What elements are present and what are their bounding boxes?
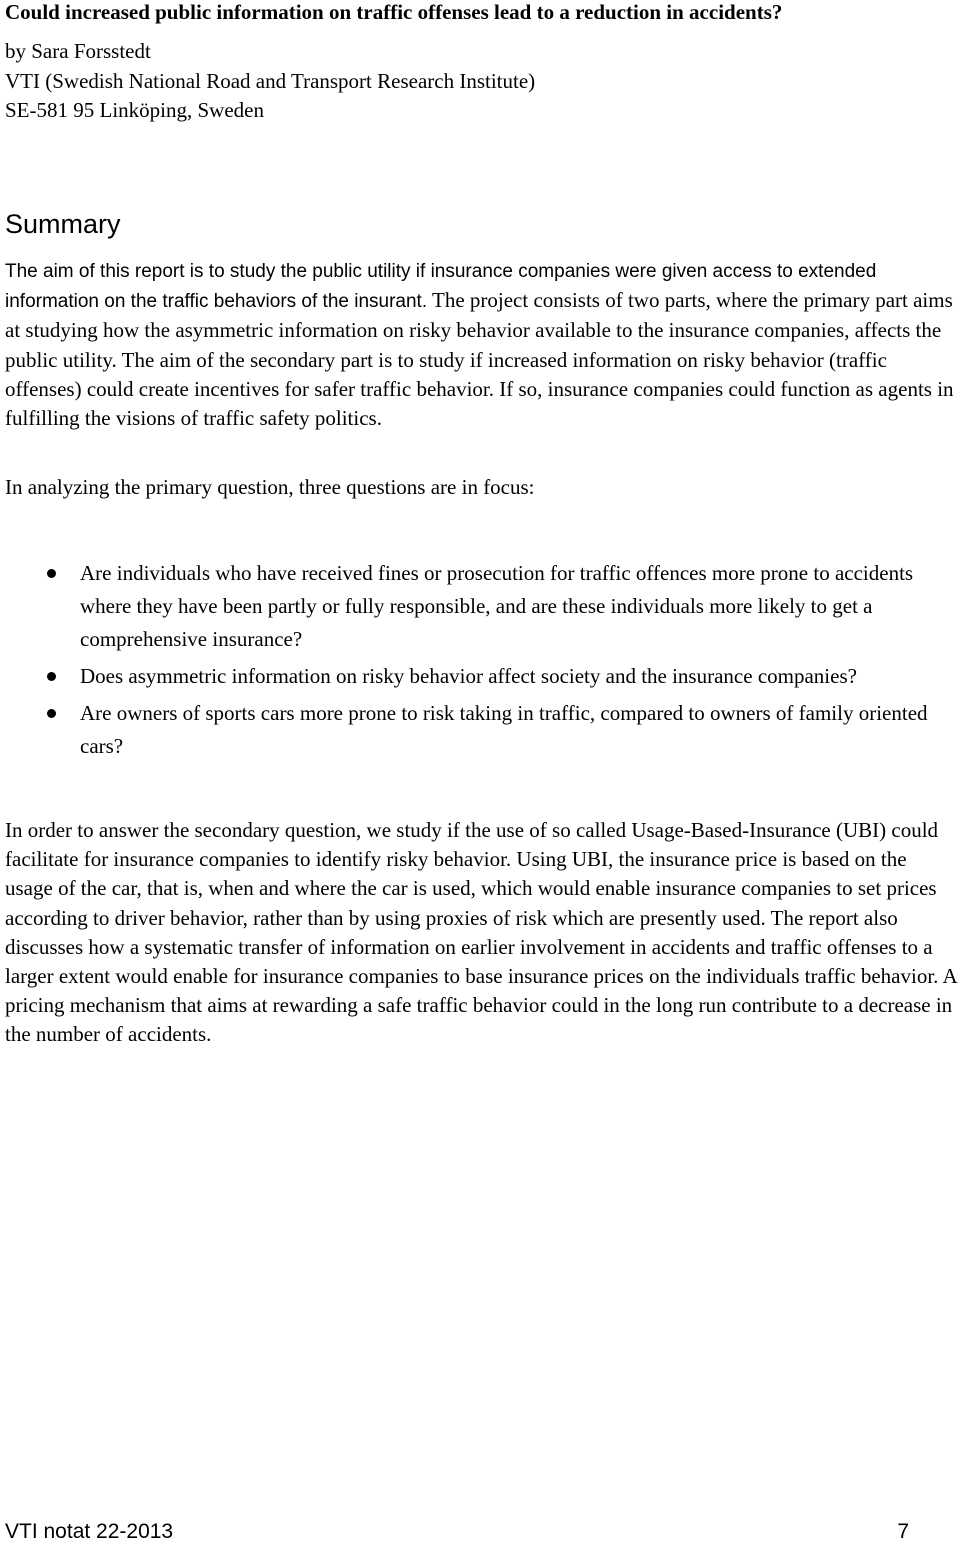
list-item (5, 697, 960, 763)
question-text: Does asymmetric information on risky behavior affect society and the insurance companies? (80, 664, 857, 688)
footer-series: VTI notat 22-2013 (5, 1520, 174, 1543)
list-item (5, 557, 960, 656)
focus-intro: In analyzing the primary question, three questions are in focus: (5, 475, 535, 499)
author-block (5, 37, 535, 126)
bullet-icon (47, 672, 56, 681)
summary-rest-text: The project consists of two parts, where the primary part aims at studying how the asymmetric information on risky behavior available to the insurance companies, affects the public utility. The aim of the secondary part is to study if increased information on risky behavior (traffic offenses) could create incentives for safer traffic behavior. If so, insurance companies could function as agents in fulfilling the visions of traffic safety politics. (5, 288, 954, 431)
list-item (5, 660, 960, 693)
bullet-icon (47, 569, 56, 578)
page-number: 7 (897, 1520, 909, 1543)
document-page (5, 0, 957, 1543)
secondary-paragraph: In order to answer the secondary question, we study if the use of so called Usage-Based-Insurance (UBI) could facilitate for insurance companies to identify risky behavior. Using UBI, the insurance price is based on the usage of the car, that is, when and where the car is used, which would enable insurance companies to set prices according to driver behavior, rather than by using proxies of risk which are presently used. The report also discusses how a systematic transfer of information on earlier involvement in accidents and traffic offenses to a larger extent would enable for insurance companies to base insurance prices on the individuals traffic behavior. A pricing mechanism that aims at rewarding a safe traffic behavior could in the long run contribute to a decrease in the number of accidents. (5, 818, 957, 1047)
document-title: Could increased public information on traffic offenses lead to a reduction in accidents? (5, 0, 783, 24)
author-line: by Sara Forsstedt (5, 39, 151, 63)
address-line: SE-581 95 Linköping, Sweden (5, 98, 264, 122)
question-text: Are owners of sports cars more prone to risk taking in traffic, compared to owners of family oriented cars? (80, 701, 928, 758)
question-text: Are individuals who have received fines or prosecution for traffic offences more prone to accidents where they have been partly or fully responsible, and are these individuals more likely to get a comprehensive insurance? (80, 561, 914, 651)
bullet-icon (47, 709, 56, 718)
institute-line: VTI (Swedish National Road and Transport Research Institute) (5, 68, 536, 93)
summary-heading: Summary (5, 209, 121, 239)
question-list (5, 557, 960, 767)
summary-lead-sentence: The aim of this report is to study the public utility if insurance companies were given access to extended information on the traffic behaviors of the insurant. (5, 261, 877, 313)
summary-paragraph (5, 256, 957, 433)
